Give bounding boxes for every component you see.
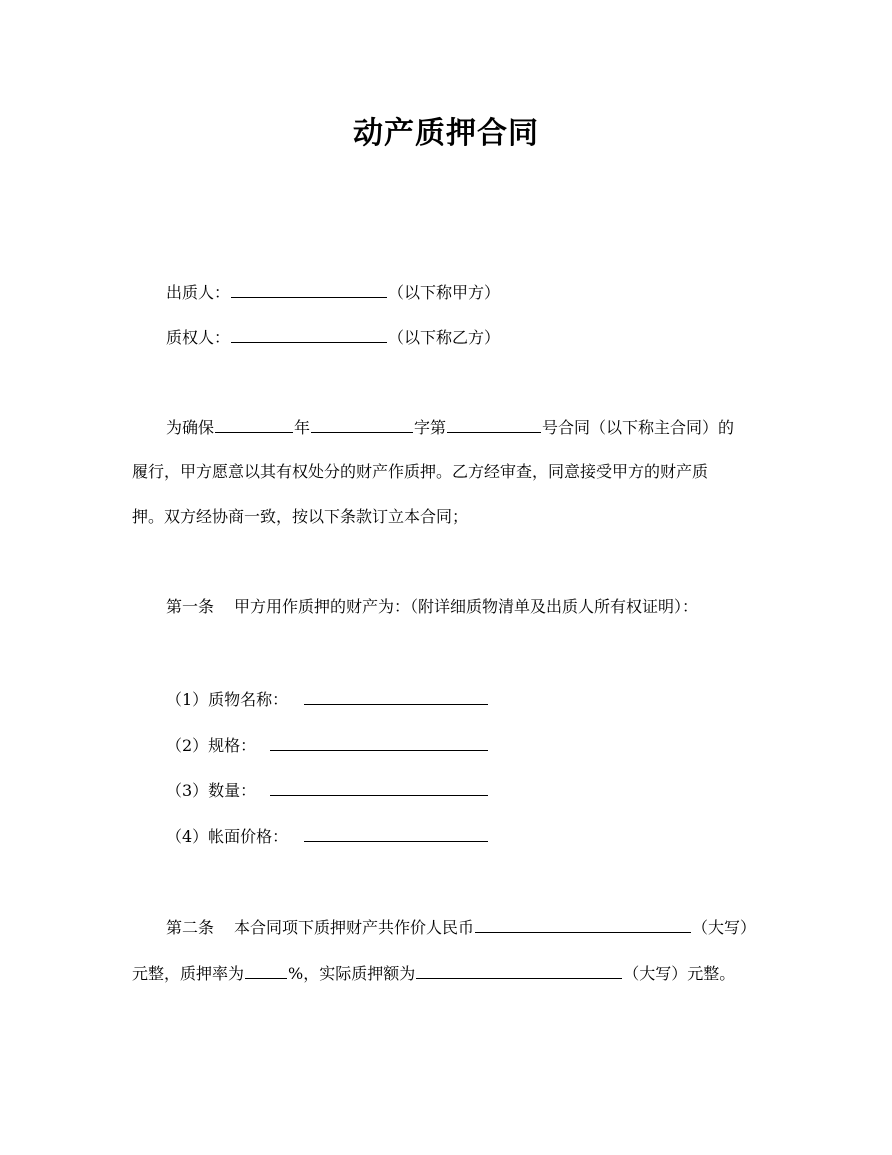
item-blank[interactable] [270,779,488,796]
article-2-text-e: （大写）元整。 [623,964,736,983]
p1-text-d: 号合同（以下称主合同）的 [542,418,735,437]
pledgee-line [166,326,500,349]
item-row [166,825,489,848]
item-row [166,779,489,802]
pledgee-label: 质权人： [166,328,231,347]
p1-text-c: 字第 [414,418,447,437]
paragraph-1-line-2: 履行，甲方愿意以其有权处分的财产作质押。乙方经审查，同意接受甲方的财产质 [132,462,709,481]
document-title: 动产质押合同 [353,116,539,151]
p1-text-a: 为确保 [166,418,215,437]
article-2-text-d: %，实际质押额为 [288,964,416,983]
article-1-text: 甲方用作质押的财产为：（附详细质物清单及出质人所有权证明）： [234,597,699,616]
price-blank[interactable] [475,916,691,933]
item-blank[interactable] [270,734,488,751]
item-blank[interactable] [304,825,488,842]
article-2-line-1 [166,916,756,939]
article-2-line-2 [132,962,735,985]
pledgee-blank[interactable] [231,326,387,343]
pledgor-line [166,281,500,304]
pledgor-blank[interactable] [231,281,387,298]
article-2-text-a: 本合同项下质押财产共作价人民币 [234,918,475,937]
article-1-line [166,596,698,618]
paragraph-1-line-1 [166,416,734,439]
item-label: （1）质物名称： [166,690,289,709]
pledgee-suffix: （以下称乙方） [388,328,501,347]
item-row [166,688,489,711]
article-1-number: 第一条 [166,597,215,616]
word-blank[interactable] [311,416,413,433]
pledgor-label: 出质人： [166,283,231,302]
year-blank[interactable] [215,416,293,433]
contract-number-blank[interactable] [447,416,541,433]
pledge-amount-blank[interactable] [416,962,622,979]
article-2-text-c: 元整，质押率为 [132,964,245,983]
article-2-text-b: （大写） [692,918,757,937]
item-label: （2）规格： [166,736,257,755]
pledgor-suffix: （以下称甲方） [388,283,501,302]
p1-text-b: 年 [294,418,311,437]
item-label: （4）帐面价格： [166,827,289,846]
article-2-number: 第二条 [166,918,215,937]
paragraph-1-line-3: 押。双方经协商一致，按以下条款订立本合同； [132,507,469,526]
item-label: （3）数量： [166,781,257,800]
item-blank[interactable] [304,688,488,705]
item-row [166,734,489,757]
pledge-rate-blank[interactable] [245,962,287,979]
